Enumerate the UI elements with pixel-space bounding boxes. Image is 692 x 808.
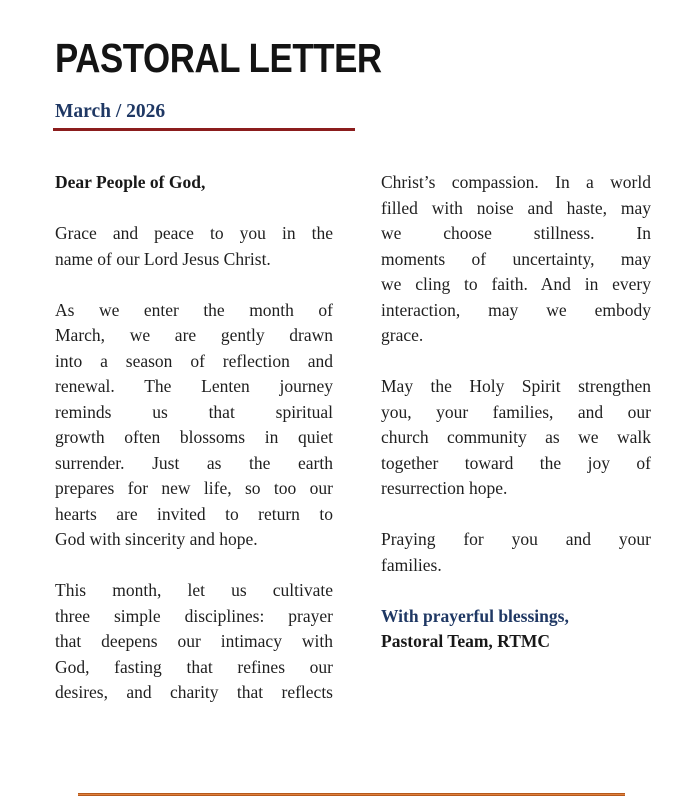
right-column [381,170,651,655]
text-line: three simple disciplines: prayer [55,605,333,626]
text-line: God, fasting that refines our [55,656,333,677]
text-line: prepares for new life, so too our [55,478,333,498]
issue-date: March / 2026 [55,101,166,122]
text-line: God with sincerity and hope. [55,529,258,549]
text-line: resurrection hope. [381,478,508,498]
text-line: With prayerful blessings, [381,605,569,626]
paragraph [381,527,651,578]
text-line: into a season of reflection and [55,350,333,371]
text-line: name of our Lord Jesus Christ. [55,248,271,269]
text-line: Praying for you and your [381,529,651,549]
date-underline-rule [53,128,355,131]
text-line: families. [381,554,442,575]
text-line: we cling to faith. And in every [381,274,651,294]
footer-rule [78,793,625,796]
text-line: together toward the joy of [381,452,651,473]
paragraph [381,629,651,655]
text-line: reminds us that spiritual [55,401,333,422]
text-line: filled with noise and haste, may [381,197,651,218]
text-line: grace. [381,325,424,345]
paragraph [381,604,651,630]
text-line: surrender. Just as the earth [55,452,333,473]
text-line: that deepens our intimacy with [55,631,333,651]
page-title: PASTORAL LETTER [55,35,382,81]
left-column [55,170,333,706]
paragraph [55,578,333,706]
text-line: interaction, may we embody [381,299,651,320]
paragraph [55,298,333,553]
paragraph [55,170,333,196]
text-line: March, we are gently drawn [55,325,333,345]
text-line: we choose stillness. In [381,223,651,243]
text-line: Dear People of God, [55,172,206,192]
text-line: Pastoral Team, RTMC [381,631,551,651]
text-line: May the Holy Spirit strengthen [381,376,651,396]
text-line: growth often blossoms in quiet [55,427,333,447]
text-line: Christ’s compassion. In a world [381,172,651,192]
paragraph [381,374,651,502]
paragraph [381,170,651,349]
paragraph [55,221,333,272]
text-line: renewal. The Lenten journey [55,376,333,396]
text-line: you, your families, and our [381,401,651,422]
text-line: hearts are invited to return to [55,503,333,524]
text-line: As we enter the month of [55,299,333,320]
text-line: church community as we walk [381,427,651,447]
text-line: desires, and charity that reflects [55,682,333,702]
text-line: Grace and peace to you in the [55,223,333,243]
text-line: moments of uncertainty, may [381,248,651,269]
text-line: This month, let us cultivate [55,580,333,600]
